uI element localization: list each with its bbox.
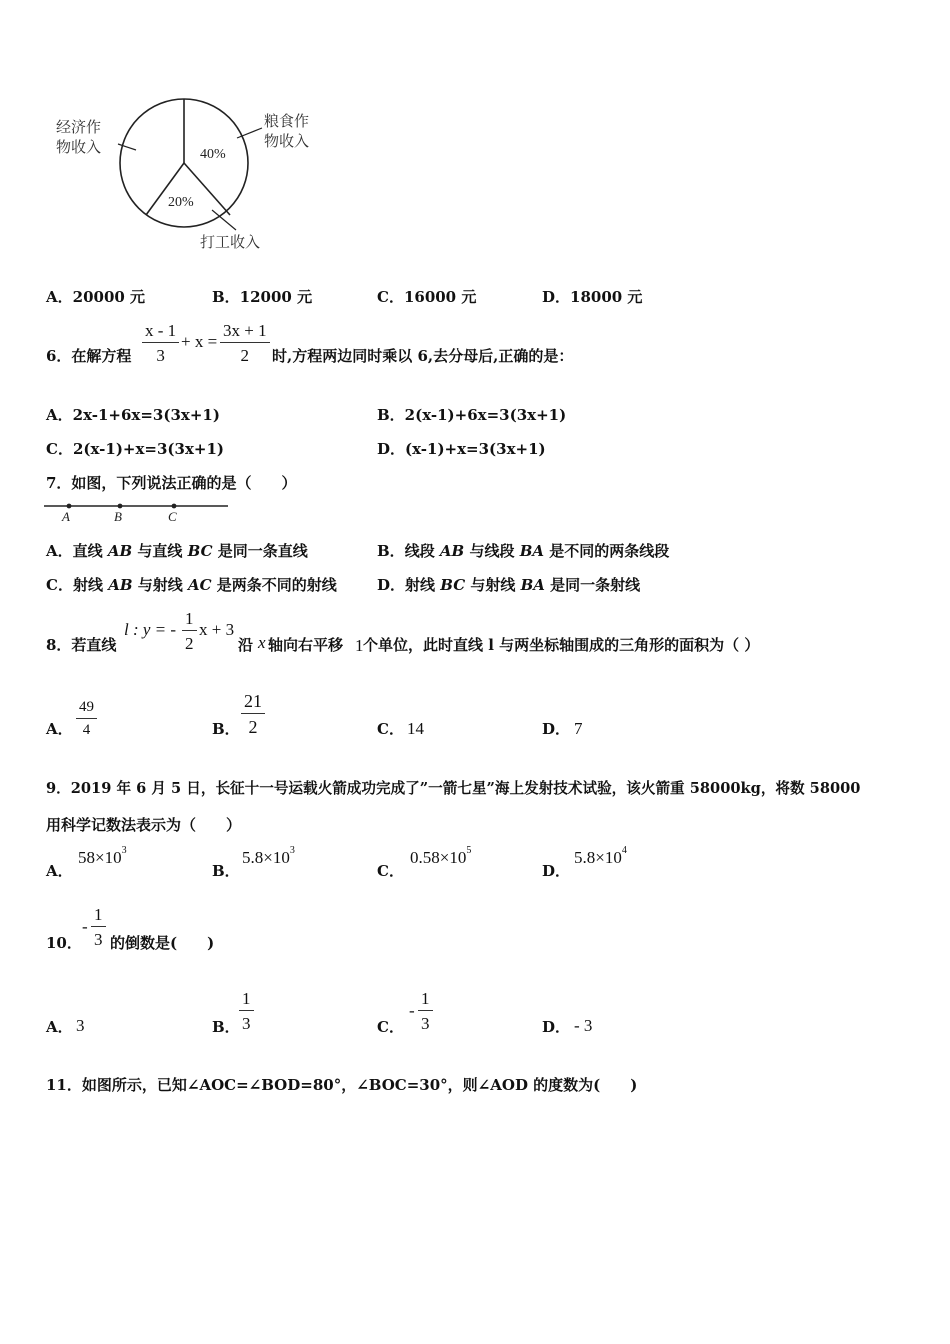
q7-option-d-letter: D．	[377, 576, 406, 594]
q10-suffix: 的倒数是( )	[110, 934, 215, 952]
q8-f-den: 2	[185, 634, 194, 653]
q7-point-b	[118, 504, 123, 509]
q7-option-d[interactable]	[377, 574, 640, 595]
q5-option-c[interactable]: C．16000 元	[377, 288, 477, 306]
q8-suffix: 个单位，此时直线 l 与两坐标轴围成的三角形的面积为（ ）	[363, 636, 760, 654]
q7-option-d-post: 是同一条射线	[544, 576, 641, 594]
q9-option-c-value	[410, 845, 472, 868]
q7-option-c-mid: 与射线	[132, 576, 188, 594]
q7-option-a-v2: BC	[187, 542, 213, 560]
q10-prefix: 10．	[46, 934, 82, 952]
q7-option-c-v1: AB	[108, 576, 133, 594]
q6-prefix: 6．在解方程	[46, 347, 132, 365]
q8-option-b-den: 2	[248, 717, 258, 737]
q10-option-c-sign: -	[409, 1001, 415, 1020]
q7-point-c-label: C	[168, 509, 177, 524]
q8-option-b-letter[interactable]: B．	[212, 720, 240, 738]
q6-option-c[interactable]: C．2(x-1)+x=3(3x+1)	[46, 440, 225, 458]
q7-point-b-label: B	[114, 509, 122, 524]
q10-option-c-den: 3	[421, 1014, 430, 1033]
q7-option-d-v2: BA	[520, 576, 545, 594]
q7-option-c-letter: C．	[46, 576, 73, 594]
q10-option-d-letter[interactable]: D．	[542, 1018, 571, 1036]
q8-move: 轴向右平移	[268, 636, 344, 654]
pie-label-grain-pct: 40%	[200, 147, 226, 162]
q8-prefix: 8．若直线	[46, 636, 117, 654]
q7-option-c-v2: AC	[187, 576, 212, 594]
q9-option-c-letter[interactable]: C．	[377, 862, 404, 880]
q9-option-a-value	[78, 845, 127, 868]
q8-option-b-fraction	[241, 692, 265, 736]
pie-label-economic-2: 物收入	[56, 138, 102, 156]
pie-label-work-pct: 20%	[168, 195, 194, 210]
q6-f1-den: 3	[156, 346, 165, 365]
q8-option-d-letter[interactable]: D．	[542, 720, 571, 738]
q8-option-d-value: 7	[574, 719, 583, 738]
q7-option-d-pre: 射线	[405, 576, 441, 594]
q10-option-b-den: 3	[242, 1014, 251, 1033]
q7-option-a-v1: AB	[107, 542, 133, 560]
q10-f-num: 1	[91, 906, 106, 927]
q9-option-d-letter[interactable]: D．	[542, 862, 571, 880]
q9-option-d-exp: 4	[621, 845, 627, 856]
q8-option-a-fraction	[76, 700, 97, 738]
q8-option-a-letter[interactable]: A．	[46, 720, 73, 738]
q7-point-a	[67, 504, 72, 509]
q6-f1-num: x - 1	[142, 322, 179, 343]
q10-option-a-letter[interactable]: A．	[46, 1018, 73, 1036]
q10-option-b-num: 1	[239, 990, 254, 1011]
q6-fraction-2	[220, 322, 270, 364]
q7-point-c	[172, 504, 177, 509]
q8-option-c-value: 14	[407, 719, 424, 738]
q8-option-a-den: 4	[82, 722, 91, 738]
q10-option-c-num: 1	[418, 990, 433, 1011]
pie-label-economic-1: 经济作	[56, 118, 102, 136]
q8-option-c-letter[interactable]: C．	[377, 720, 404, 738]
q9-option-b-base: 5.8×10	[242, 848, 290, 867]
q7-option-a-letter: A．	[46, 542, 73, 560]
income-pie-figure	[40, 90, 340, 260]
leader-economic	[118, 144, 136, 150]
q10-sign: -	[82, 917, 88, 936]
q6-option-b[interactable]: B．2(x-1)+6x=3(3x+1)	[377, 406, 567, 424]
q6-mid: + x =	[181, 332, 218, 351]
q7-option-c-pre: 射线	[72, 576, 109, 594]
q5-option-a[interactable]: A．20000 元	[46, 288, 146, 306]
q5-option-d[interactable]: D．18000 元	[542, 288, 643, 306]
q10-option-a-value: 3	[76, 1016, 85, 1035]
q10-f-den: 3	[94, 930, 103, 949]
q10-option-b-letter[interactable]: B．	[212, 1018, 240, 1036]
q5-option-b[interactable]: B．12000 元	[212, 288, 313, 306]
q9-option-c-base: 0.58×10	[410, 848, 467, 867]
q8-option-a-num: 49	[76, 700, 97, 719]
q10-option-c-letter[interactable]: C．	[377, 1018, 404, 1036]
q9-option-b-letter[interactable]: B．	[212, 862, 240, 880]
q8-option-b-num: 21	[241, 692, 265, 714]
q7-option-c-post: 是两条不同的射线	[211, 576, 337, 594]
pie-label-grain-2: 物收入	[264, 132, 310, 150]
q8-f-num: 1	[182, 610, 197, 631]
q7-option-d-mid: 与射线	[465, 576, 521, 594]
q9-option-a-exp: 3	[121, 845, 127, 856]
q7-point-a-label: A	[62, 509, 70, 524]
q7-option-b-post: 是不同的两条线段	[544, 542, 670, 560]
q7-option-b-pre: 线段	[404, 542, 440, 560]
q7-option-a-post: 是同一条直线	[212, 542, 308, 560]
q7-option-b-v2: BA	[519, 542, 545, 560]
q7-option-c[interactable]	[46, 574, 337, 595]
q9-option-c-exp: 5	[466, 845, 472, 856]
q8-eq-left: l : y = -	[124, 620, 177, 639]
q8-axis-var: x	[258, 633, 266, 652]
q8-eq-right: x + 3	[199, 620, 235, 639]
q7-stem: 7．如图，下列说法正确的是（ ）	[46, 474, 297, 492]
q10-option-b-fraction	[239, 990, 254, 1032]
q6-suffix: 时,方程两边同时乘以 6,去分母后,正确的是：	[272, 347, 574, 365]
q10-option-d-value: - 3	[574, 1016, 593, 1035]
q9-option-a-letter[interactable]: A．	[46, 862, 73, 880]
q9-option-a-base: 58×10	[78, 848, 122, 867]
q9-option-d-value	[574, 845, 627, 868]
q7-option-b-mid: 与线段	[464, 542, 520, 560]
q9-option-b-value	[242, 845, 295, 868]
q6-f2-num: 3x + 1	[220, 322, 270, 343]
q10-fraction	[91, 906, 106, 948]
q6-option-d[interactable]: D．(x-1)+x=3(3x+1)	[377, 440, 546, 458]
q7-option-b-v1: AB	[439, 542, 465, 560]
q7-option-b-letter: B．	[377, 542, 405, 560]
q10-option-c-fraction	[418, 990, 433, 1032]
pie-label-work: 打工收入	[200, 233, 261, 251]
q11-stem: 11．如图所示，已知∠AOC=∠BOD=80°，∠BOC=30°，则∠AOD 的度数为( )	[46, 1076, 638, 1094]
q8-along: 沿	[238, 636, 254, 654]
q7-option-a-mid: 与直线	[132, 542, 188, 560]
q7-option-d-v1: BC	[440, 576, 466, 594]
pie-label-grain-1: 粮食作	[264, 112, 310, 130]
q6-fraction-1	[142, 322, 179, 364]
q9-stem-line2: 用科学记数法表示为（ ）	[46, 816, 242, 834]
q6-f2-den: 2	[240, 346, 250, 365]
q7-option-a[interactable]	[46, 540, 308, 561]
q7-option-a-pre: 直线	[72, 542, 108, 560]
q7-option-b[interactable]	[377, 540, 669, 561]
q9-option-b-exp: 3	[289, 845, 295, 856]
q6-option-a[interactable]: A．2x-1+6x=3(3x+1)	[46, 406, 220, 424]
q9-option-d-base: 5.8×10	[574, 848, 622, 867]
q9-stem-line1: 9．2019 年 6 月 5 日，长征十一号运载火箭成功完成了”一箭七星”海上发射技术试验，该火箭重 58000kg，将数 58000	[46, 780, 861, 797]
q7-line-figure	[44, 498, 234, 524]
q8-fraction	[182, 610, 197, 652]
q8-amount: 1	[355, 636, 364, 655]
